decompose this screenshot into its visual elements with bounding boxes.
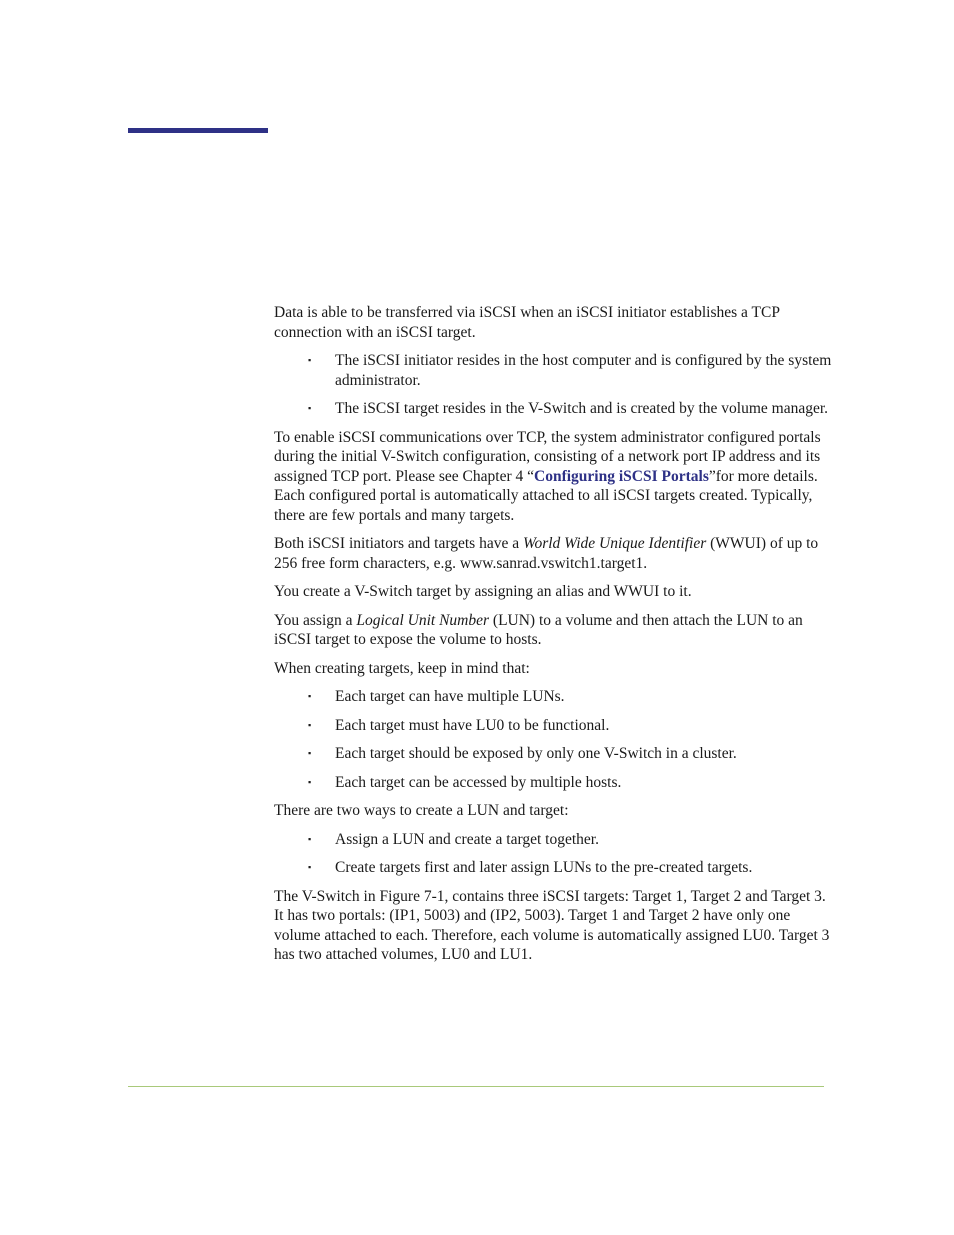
bullet-list-target-rules xyxy=(274,687,834,792)
configuring-iscsi-portals-link[interactable]: Configuring iSCSI Portals xyxy=(534,467,709,485)
create-target-paragraph: You create a V-Switch target by assigning an alias and WWUI to it. xyxy=(274,583,692,600)
document-body xyxy=(274,303,834,974)
keep-in-mind-paragraph: When creating targets, keep in mind that: xyxy=(274,659,530,677)
bullet-icon: ▪ xyxy=(308,355,312,365)
list-item: ▪ Create targets first and later assign LUNs to the pre-created targets. xyxy=(308,859,753,876)
bullet-icon: ▪ xyxy=(308,691,312,701)
bullet-icon: ▪ xyxy=(308,748,312,758)
list-item: ▪ Each target should be exposed by only one V-Switch in a cluster. xyxy=(308,745,737,762)
list-item: ▪ The iSCSI target resides in the V-Switch and is created by the volume manager. xyxy=(308,400,829,417)
wwui-term: World Wide Unique Identifier xyxy=(522,535,707,552)
intro-paragraph: Data is able to be transferred via iSCSI when an iSCSI initiator establishes a TCP connection with an iSCSI target. xyxy=(274,304,780,341)
lun-term: Logical Unit Number xyxy=(356,611,490,629)
bullet-list-initiator-target xyxy=(274,351,834,419)
bullet-icon: ▪ xyxy=(308,403,312,413)
header-accent-bar xyxy=(128,128,268,133)
lun-paragraph: You assign a Logical Unit Number (LUN) to a volume and then attach the LUN to an iSCSI target to expose the volume to hosts. xyxy=(274,611,803,648)
list-item: ▪ The iSCSI initiator resides in the host computer and is configured by the system administrator. xyxy=(308,352,832,389)
footer-divider xyxy=(128,1086,824,1087)
list-item: ▪ Each target can be accessed by multiple hosts. xyxy=(308,773,622,791)
two-ways-paragraph: There are two ways to create a LUN and target: xyxy=(274,802,569,819)
bullet-icon: ▪ xyxy=(308,833,312,844)
wwui-paragraph: Both iSCSI initiators and targets have a World Wide Unique Identifier (WWUI) of up to 256 free form characters, e.g. www.sanrad.vswitch1.target1. xyxy=(274,535,819,572)
list-item: ▪ Each target can have multiple LUNs. xyxy=(308,688,565,705)
figure-description-paragraph: The V-Switch in Figure 7-1, contains three iSCSI targets: Target 1, Target 2 and Target 3. It has two portals: (IP1, 5003) and (IP2, 5003). Target 1 and Target 2 have only one volume attached to each. Therefore, each volume is automatically assigned LU0. Target 3 has two attached volumes, LU0 and LU1. xyxy=(274,887,830,963)
list-item: ▪ Assign a LUN and create a target together. xyxy=(308,830,599,848)
list-item: ▪ Each target must have LU0 to be functional. xyxy=(308,716,610,734)
bullet-list-creation-ways xyxy=(274,830,834,878)
bullet-icon: ▪ xyxy=(308,862,312,872)
bullet-icon: ▪ xyxy=(308,719,312,730)
bullet-icon: ▪ xyxy=(308,776,312,787)
portals-paragraph: To enable iSCSI communications over TCP, the system administrator configured portals during the initial V-Switch configuration, consisting of a network port IP address and its assigned TCP port. Please see Chapter 4 “Configuring iSCSI Portals”for more details. Each configured portal is automatically attached to all iSCSI targets created. Typically, there are few portals and many targets. xyxy=(274,428,821,524)
